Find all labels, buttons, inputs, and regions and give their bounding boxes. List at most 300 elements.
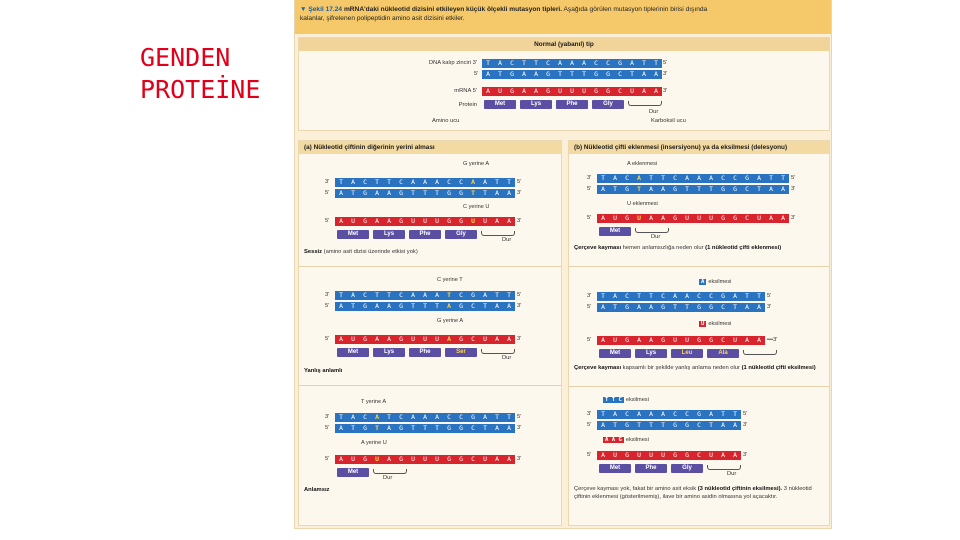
- nucleotide: A: [685, 292, 689, 300]
- nucleotide: G: [363, 302, 367, 310]
- nucleotide: C: [459, 178, 463, 186]
- silent-stop: Dur: [502, 237, 512, 243]
- nucleotide: T: [351, 424, 355, 432]
- nucleotide: C: [606, 59, 610, 67]
- nucleotide: U: [582, 87, 586, 95]
- nucleotide: U: [483, 217, 487, 225]
- nucleotide: A: [435, 291, 439, 299]
- divider: [569, 386, 829, 387]
- nucleotide: U: [661, 451, 665, 459]
- insertion-caption-bold2: (1 nükleotid çifti eklenmesi): [705, 245, 782, 251]
- ins-mrna-3: 3': [791, 215, 796, 221]
- nucleotide: T: [757, 185, 761, 193]
- del3-caption-text: Çerçeve kayması yok, fakat bir amino asit eksik: [574, 486, 698, 492]
- nucleotide: G: [697, 410, 701, 418]
- nucleotide: T: [613, 185, 617, 193]
- nucleotide: U: [757, 214, 761, 222]
- nucleotide: A: [534, 70, 538, 78]
- nucleotide: G: [459, 189, 463, 197]
- del3-5-start: 5': [587, 422, 592, 428]
- nucleotide: A: [507, 189, 511, 197]
- nucleotide: C: [625, 292, 629, 300]
- amino-acid: Met: [599, 227, 631, 236]
- nucleotide: A: [339, 335, 343, 343]
- del1-mrna-change-text: eksilmesi: [708, 321, 732, 327]
- wt-template-end: 5': [663, 60, 668, 66]
- nucleotide: A: [637, 303, 641, 311]
- nucleotide: T: [375, 424, 379, 432]
- nucleotide: A: [673, 292, 677, 300]
- nucleotide: U: [423, 335, 427, 343]
- stop-brace: [743, 350, 777, 355]
- nucleotide: T: [637, 185, 641, 193]
- del1-coding: [597, 303, 765, 312]
- nucleotide: A: [781, 185, 785, 193]
- amino-acid: Phe: [556, 100, 588, 109]
- nucleotide: T: [447, 291, 451, 299]
- nucleotide: T: [507, 178, 511, 186]
- nucleotide: T: [601, 292, 605, 300]
- nucleotide: C: [661, 292, 665, 300]
- nucleotide: U: [423, 217, 427, 225]
- nucleotide: G: [721, 292, 725, 300]
- wild-type-header: Normal (yabanıl) tip: [299, 38, 829, 51]
- nucleotide: U: [685, 214, 689, 222]
- nucleotide: T: [486, 59, 490, 67]
- nucleotide: C: [709, 292, 713, 300]
- nucleotide: A: [339, 424, 343, 432]
- nucleotide: U: [649, 451, 653, 459]
- insertion-caption-bold: Çerçeve kayması: [574, 245, 622, 251]
- missense-coding: [335, 302, 515, 311]
- nucleotide: A: [654, 70, 658, 78]
- nucleotide: C: [459, 291, 463, 299]
- nucleotide: U: [471, 217, 475, 225]
- nucleotide: G: [733, 214, 737, 222]
- nucleotide: T: [339, 291, 343, 299]
- del1-caption-text: kapsamlı bir şekilde yanlış anlama neden olur: [621, 365, 742, 371]
- nucleotide: A: [769, 185, 773, 193]
- nucleotide: G: [721, 214, 725, 222]
- nucleotide: A: [483, 178, 487, 186]
- nucleotide: G: [661, 336, 665, 344]
- nucleotide: A: [495, 302, 499, 310]
- nucleotide: G: [673, 421, 677, 429]
- nucleotide: A: [601, 421, 605, 429]
- nucleotide: G: [721, 185, 725, 193]
- nonsense-3-end-b: 3': [517, 425, 522, 431]
- nucleotide: A: [649, 410, 653, 418]
- nucleotide: C: [625, 410, 629, 418]
- nucleotide: G: [625, 185, 629, 193]
- nucleotide: T: [630, 70, 634, 78]
- nucleotide: A: [447, 335, 451, 343]
- nucleotide: A: [435, 178, 439, 186]
- mutation-figure: [295, 0, 831, 528]
- nucleotide: A: [495, 217, 499, 225]
- nucleotide: A: [570, 59, 574, 67]
- nucleotide: T: [387, 178, 391, 186]
- side-title-line1: GENDEN: [140, 43, 231, 72]
- nucleotide: T: [558, 70, 562, 78]
- nucleotide: G: [697, 303, 701, 311]
- del1-mrna-3: •••3': [767, 337, 778, 343]
- nucleotide: G: [447, 189, 451, 197]
- missense-5-start: 5': [325, 303, 330, 309]
- del1-mrna-box: U: [701, 321, 705, 327]
- nucleotide: U: [673, 336, 677, 344]
- silent-coding: [335, 189, 515, 198]
- nucleotide: C: [733, 174, 737, 182]
- nucleotide: T: [411, 424, 415, 432]
- nucleotide: G: [685, 421, 689, 429]
- nucleotide: T: [601, 410, 605, 418]
- nucleotide: A: [411, 178, 415, 186]
- missense-3-end: 3': [325, 292, 330, 298]
- nucleotide: A: [733, 451, 737, 459]
- insertion-mrna-change: U eklenmesi: [627, 201, 658, 207]
- ins-mrna-5: 5': [587, 215, 592, 221]
- del3-mrna-5: 5': [587, 452, 592, 458]
- nucleotide: G: [471, 291, 475, 299]
- nucleotide: T: [733, 303, 737, 311]
- nucleotide: G: [459, 302, 463, 310]
- nucleotide: A: [637, 410, 641, 418]
- substitution-panel: [298, 140, 562, 526]
- nucleotide: G: [459, 217, 463, 225]
- nonsense-stop: Dur: [383, 475, 393, 481]
- nucleotide: A: [745, 303, 749, 311]
- nucleotide: G: [697, 336, 701, 344]
- silent-5-end: 5': [517, 179, 522, 185]
- nucleotide: A: [613, 292, 617, 300]
- side-title: [140, 42, 260, 106]
- nucleotide: T: [649, 421, 653, 429]
- nucleotide: A: [495, 189, 499, 197]
- nucleotide: A: [483, 291, 487, 299]
- nucleotide: C: [697, 292, 701, 300]
- nucleotide: G: [471, 413, 475, 421]
- stop-brace: [707, 465, 741, 470]
- nucleotide: A: [507, 455, 511, 463]
- missense-mrna-3: 3': [517, 336, 522, 342]
- nucleotide: T: [495, 413, 499, 421]
- nucleotide: C: [471, 302, 475, 310]
- nucleotide: A: [637, 174, 641, 182]
- nucleotide: T: [637, 421, 641, 429]
- amino-acid: Phe: [635, 464, 667, 473]
- nucleotide: G: [618, 59, 622, 67]
- nucleotide: A: [757, 174, 761, 182]
- nucleotide: A: [601, 303, 605, 311]
- del1-3-end: 3': [587, 293, 592, 299]
- nucleotide: A: [507, 217, 511, 225]
- nucleotide: U: [351, 455, 355, 463]
- nucleotide: T: [757, 292, 761, 300]
- nucleotide: T: [534, 59, 538, 67]
- nucleotide: U: [423, 455, 427, 463]
- figure-title: [300, 5, 720, 23]
- amino-acid: Ser: [445, 348, 477, 357]
- nucleotide: T: [351, 302, 355, 310]
- nucleotide: A: [447, 302, 451, 310]
- ins-3-end: 3': [587, 175, 592, 181]
- nucleotide: A: [733, 421, 737, 429]
- silent-mrna-3: 3': [517, 218, 522, 224]
- nucleotide: A: [721, 451, 725, 459]
- nucleotide: G: [399, 217, 403, 225]
- nucleotide: G: [399, 455, 403, 463]
- nucleotide: A: [601, 336, 605, 344]
- nucleotide: G: [399, 335, 403, 343]
- divider: [299, 266, 561, 267]
- nucleotide: C: [459, 413, 463, 421]
- indel-header: (b) Nükleotid çifti eklenmesi (insersiyonu) ya da eksilmesi (delesyonu): [569, 141, 829, 154]
- nucleotide: A: [601, 451, 605, 459]
- nucleotide: A: [387, 217, 391, 225]
- nucleotide: G: [625, 214, 629, 222]
- nucleotide: A: [423, 413, 427, 421]
- nucleotide: T: [745, 292, 749, 300]
- nucleotide: A: [733, 292, 737, 300]
- del3-template: [597, 410, 741, 419]
- substitution-header: (a) Nükleotid çiftinin diğerinin yerini alması: [299, 141, 561, 154]
- nucleotide: T: [613, 303, 617, 311]
- nucleotide: A: [769, 214, 773, 222]
- nucleotide: A: [649, 303, 653, 311]
- amino-acid: Lys: [373, 348, 405, 357]
- amino-acid: Met: [337, 230, 369, 239]
- nucleotide: G: [447, 424, 451, 432]
- nucleotide: G: [594, 70, 598, 78]
- stop-brace: [373, 469, 407, 474]
- nucleotide: A: [642, 70, 646, 78]
- nucleotide: T: [661, 174, 665, 182]
- silent-template: [335, 178, 515, 187]
- nucleotide: T: [411, 302, 415, 310]
- nucleotide: T: [483, 189, 487, 197]
- amino-acid: Lys: [520, 100, 552, 109]
- insertion-caption-text: hemen anlamsızlığa neden olur: [621, 245, 706, 251]
- nucleotide: C: [745, 214, 749, 222]
- nucleotide: C: [471, 335, 475, 343]
- insertion-dna-change: A eklenmesi: [627, 161, 658, 167]
- amino-acid: Phe: [409, 230, 441, 239]
- nucleotide: T: [375, 178, 379, 186]
- del3-caption-bold: (3 nükleotid çiftinin eksilmesi).: [697, 486, 783, 492]
- del3-mrna-3: 3': [743, 452, 748, 458]
- nucleotide: A: [697, 174, 701, 182]
- nucleotide: T: [613, 421, 617, 429]
- nucleotide: T: [387, 413, 391, 421]
- nucleotide: G: [673, 451, 677, 459]
- nucleotide: A: [601, 185, 605, 193]
- nonsense-mrna-change: A yerine U: [361, 440, 387, 446]
- nucleotide: U: [351, 335, 355, 343]
- nucleotide: A: [339, 189, 343, 197]
- wt-coding-strand: [482, 70, 662, 79]
- nucleotide: T: [387, 291, 391, 299]
- nucleotide: U: [613, 336, 617, 344]
- missense-dna-change: C yerine T: [437, 277, 463, 283]
- nucleotide: A: [534, 87, 538, 95]
- nucleotide: A: [483, 413, 487, 421]
- nucleotide: G: [673, 185, 677, 193]
- nucleotide: A: [387, 424, 391, 432]
- nonsense-5-start: 5': [325, 425, 330, 431]
- carboxyl-end-label: Karboksil ucu: [651, 118, 686, 124]
- silent-caption-text: (amino asit dizisi üzerinde etkisi yok): [322, 249, 418, 255]
- nucleotide: U: [411, 335, 415, 343]
- nucleotide: A: [642, 87, 646, 95]
- silent-dna-change: G yerine A: [463, 161, 490, 167]
- nucleotide: A: [781, 214, 785, 222]
- nucleotide: G: [625, 336, 629, 344]
- nucleotide: T: [423, 424, 427, 432]
- side-title-line2: PROTEİNE: [140, 75, 261, 104]
- nucleotide: A: [339, 302, 343, 310]
- mrna-label: mRNA 5': [454, 88, 477, 94]
- nucleotide: C: [685, 410, 689, 418]
- nucleotide: T: [709, 421, 713, 429]
- nucleotide: U: [435, 217, 439, 225]
- nucleotide: G: [594, 87, 598, 95]
- nucleotide: U: [483, 335, 487, 343]
- nucleotide: C: [697, 421, 701, 429]
- amino-acid: Met: [599, 464, 631, 473]
- nucleotide: A: [351, 413, 355, 421]
- figure-title-rest: Aşağıda görülen mutasyon tiplerinin birisi dışında kalanlar, şifrelenen polipeptidin amino asit dizisini etkiler.: [300, 6, 708, 22]
- missense-caption-bold: Yanlış anlamlı: [304, 368, 343, 374]
- nucleotide: T: [435, 302, 439, 310]
- ins-5-end: 5': [791, 175, 796, 181]
- nonsense-caption-bold: Anlamsız: [304, 487, 330, 493]
- del1-template: [597, 292, 765, 301]
- nucleotide: T: [654, 59, 658, 67]
- nucleotide: T: [339, 178, 343, 186]
- nucleotide: A: [375, 335, 379, 343]
- nucleotide: T: [483, 302, 487, 310]
- missense-3-end-b: 3': [517, 303, 522, 309]
- nucleotide: T: [351, 189, 355, 197]
- silent-caption-bold: Sessiz: [304, 249, 323, 255]
- nucleotide: U: [570, 87, 574, 95]
- nucleotide: A: [375, 413, 379, 421]
- nonsense-3-end: 3': [325, 414, 330, 420]
- silent-caption: [304, 249, 554, 257]
- nucleotide: C: [673, 174, 677, 182]
- figure-title-bold: mRNA'daki nükleotid dizisini etkileyen küçük ölçekli mutasyon tipleri.: [343, 6, 563, 13]
- nucleotide: C: [625, 174, 629, 182]
- del1-dna-box: A: [701, 279, 705, 285]
- nucleotide: U: [637, 451, 641, 459]
- nonsense-coding: [335, 424, 515, 433]
- del1-mrna-change: [699, 321, 731, 327]
- insertion-template: [597, 174, 789, 183]
- nucleotide: C: [721, 174, 725, 182]
- nucleotide: A: [375, 189, 379, 197]
- nucleotide: U: [411, 217, 415, 225]
- del1-mrna: [597, 336, 765, 345]
- divider: [299, 385, 561, 386]
- missense-mrna: [335, 335, 515, 344]
- del3-mrna-box: A A G: [605, 437, 622, 443]
- nucleotide: U: [558, 87, 562, 95]
- nucleotide: G: [709, 336, 713, 344]
- wt-template-strand: [482, 59, 662, 68]
- del3-caption-rest: 3 nükleotid çiftinin eklenmesi (gösterilmemiş), ilave bir amino asidin olmasına yol açacaktır.: [574, 486, 812, 500]
- dna-template-label: DNA kalıp zinciri 3': [428, 60, 477, 66]
- nucleotide: A: [709, 174, 713, 182]
- nucleotide: C: [618, 87, 622, 95]
- nucleotide: A: [613, 410, 617, 418]
- nucleotide: A: [507, 424, 511, 432]
- nucleotide: C: [594, 59, 598, 67]
- nucleotide: T: [697, 185, 701, 193]
- nucleotide: U: [435, 455, 439, 463]
- wt-coding-start: 5': [474, 71, 479, 77]
- nucleotide: G: [546, 87, 550, 95]
- nucleotide: A: [661, 410, 665, 418]
- del3-3-end: 3': [587, 411, 592, 417]
- nucleotide: T: [673, 303, 677, 311]
- nucleotide: A: [721, 421, 725, 429]
- nucleotide: A: [423, 291, 427, 299]
- nucleotide: G: [625, 421, 629, 429]
- del1-caption-bold2: (1 nükleotid çifti eksilmesi): [741, 365, 816, 371]
- nucleotide: A: [495, 424, 499, 432]
- nucleotide: G: [685, 451, 689, 459]
- nucleotide: G: [606, 87, 610, 95]
- stop-brace: [481, 349, 515, 354]
- nonsense-mrna: [335, 455, 515, 464]
- nonsense-dna-change: T yerine A: [361, 399, 387, 405]
- nucleotide: T: [411, 189, 415, 197]
- nucleotide: G: [459, 455, 463, 463]
- nucleotide: A: [637, 336, 641, 344]
- nucleotide: U: [498, 87, 502, 95]
- amino-acid: Met: [599, 349, 631, 358]
- nucleotide: T: [582, 70, 586, 78]
- nucleotide: A: [507, 302, 511, 310]
- nucleotide: T: [661, 421, 665, 429]
- nucleotide: T: [495, 178, 499, 186]
- amino-acid: Lys: [635, 349, 667, 358]
- nucleotide: G: [625, 303, 629, 311]
- nonsense-mrna-5: 5': [325, 456, 330, 462]
- nucleotide: T: [769, 174, 773, 182]
- nucleotide: A: [661, 214, 665, 222]
- nucleotide: G: [510, 87, 514, 95]
- nucleotide: U: [435, 335, 439, 343]
- silent-3-end-b: 3': [517, 190, 522, 196]
- nucleotide: T: [642, 59, 646, 67]
- amino-acid: Leu: [671, 349, 703, 358]
- nucleotide: A: [522, 87, 526, 95]
- nucleotide: T: [483, 424, 487, 432]
- del3-caption: [574, 486, 824, 501]
- nucleotide: C: [546, 59, 550, 67]
- nucleotide: C: [447, 413, 451, 421]
- nucleotide: T: [570, 70, 574, 78]
- nucleotide: U: [709, 214, 713, 222]
- nucleotide: U: [637, 214, 641, 222]
- nucleotide: T: [522, 59, 526, 67]
- nucleotide: T: [709, 185, 713, 193]
- nucleotide: U: [685, 336, 689, 344]
- nucleotide: A: [582, 59, 586, 67]
- del3-3-end-b: 3': [743, 422, 748, 428]
